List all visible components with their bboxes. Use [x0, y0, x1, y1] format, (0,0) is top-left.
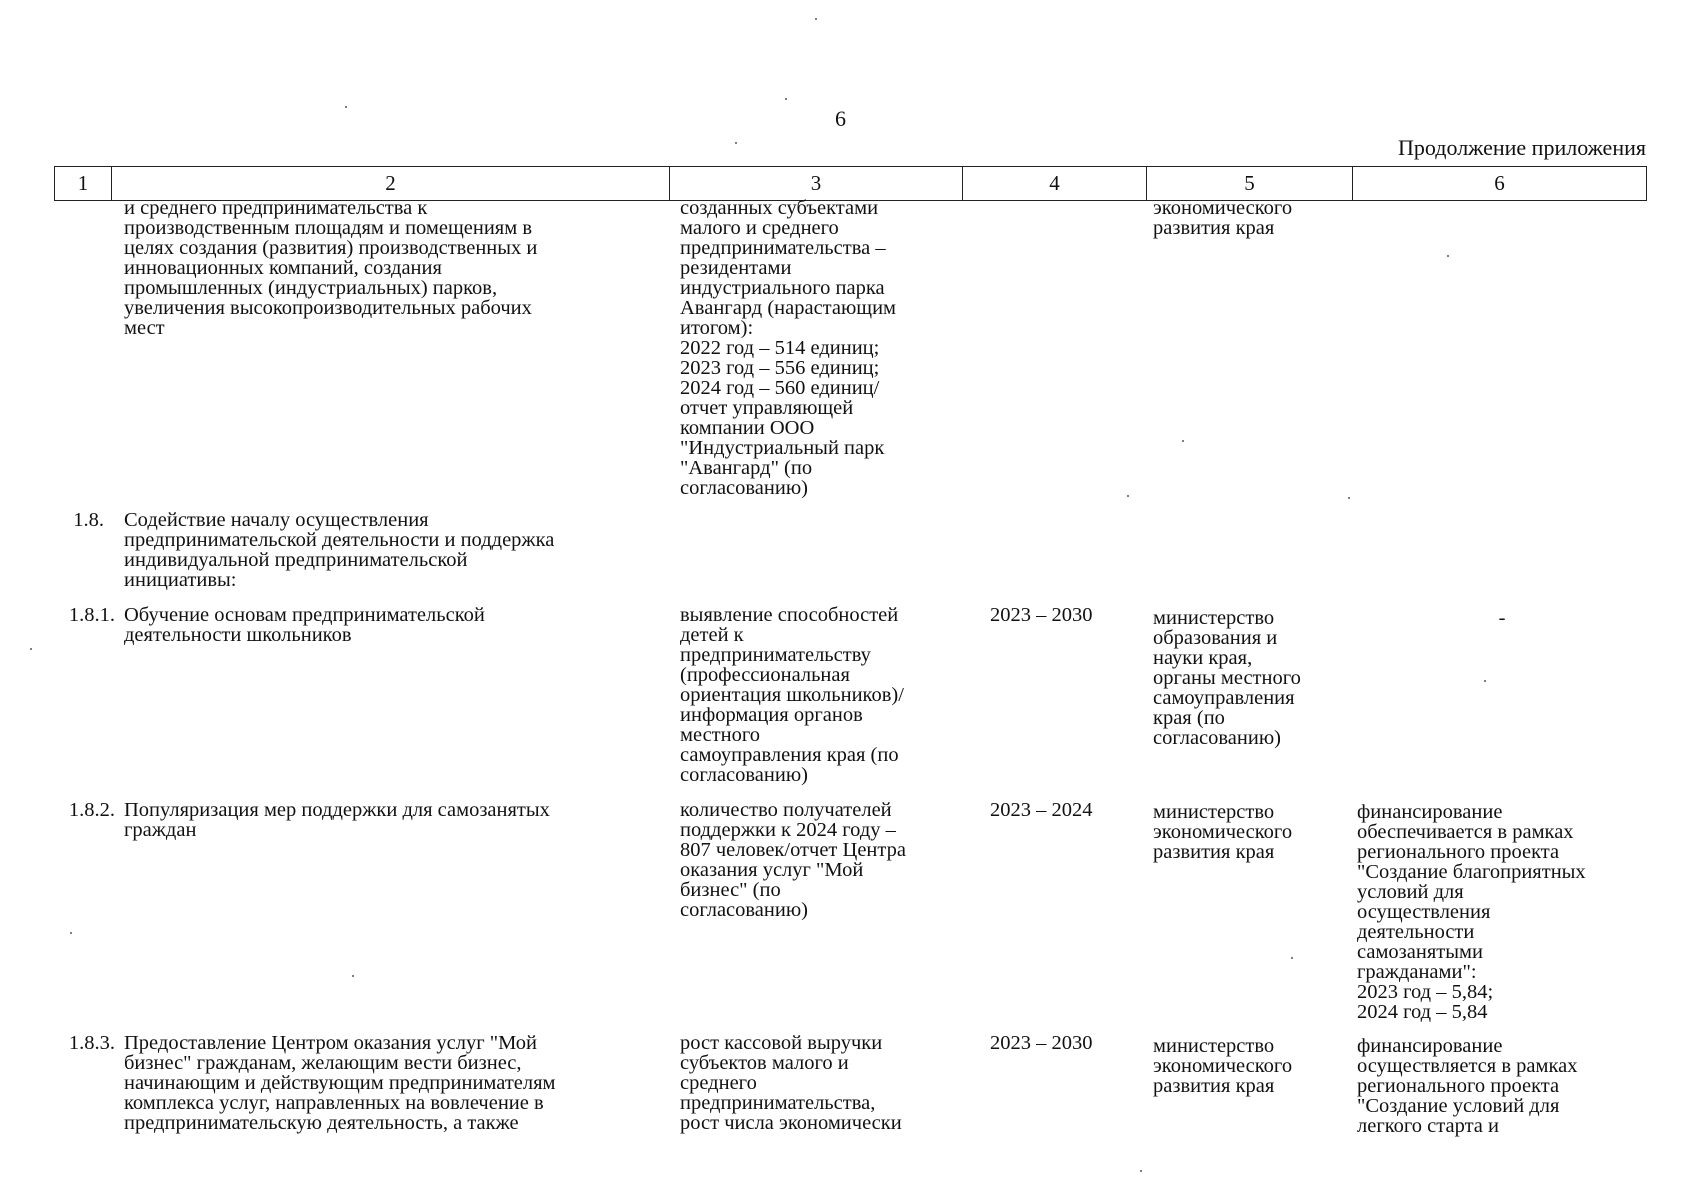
header-col-4: 4 [963, 167, 1147, 201]
continuation-label: Продолжение приложения [1398, 135, 1646, 160]
scan-speck [1484, 680, 1486, 682]
scan-speck [70, 932, 72, 934]
row-number: 1.8.3. [68, 1032, 115, 1054]
row-number: 1.8.1. [68, 604, 115, 626]
scan-speck [1182, 440, 1184, 442]
header-col-5: 5 [1147, 167, 1353, 201]
row-result: количество получателей поддержки к 2024 году – 807 человек/отчет Центра оказания услуг "Мой бизнес" (по согласованию) [680, 799, 906, 921]
header-col-1: 1 [55, 167, 112, 201]
row-number: 1.8. [73, 509, 104, 531]
row-result: рост кассовой выручки субъектов малого и среднего предпринимательства, рост числа экономически [680, 1032, 902, 1134]
row-executor: министерство экономического развития края [1153, 801, 1293, 863]
row-period: 2023 – 2030 [990, 1032, 1093, 1054]
row-description: и среднего предпринимательства к производственным площадям и помещениям в целях создания (развития) производственных и инновационных компаний, создания промышленных (индустриальных) парков, увеличения высокопроизводительных рабочих мест [124, 197, 538, 339]
header-col-2: 2 [112, 167, 670, 201]
scan-speck [1127, 495, 1129, 497]
row-financing: финансирование осуществляется в рамках регионального проекта "Создание условий для легкого старта и [1357, 1035, 1578, 1137]
scan-speck [345, 106, 347, 108]
scan-speck [785, 98, 787, 100]
scan-speck [1291, 957, 1293, 959]
scan-speck [735, 142, 737, 144]
row-executor: экономического развития края [1153, 197, 1293, 239]
scan-speck [352, 975, 354, 977]
row-description: Популяризация мер поддержки для самозанятых граждан [124, 799, 550, 841]
row-description: Содействие началу осуществления предпринимательской деятельности и поддержка индивидуальной предпринимательской инициативы: [124, 509, 555, 591]
header-col-6: 6 [1353, 167, 1647, 201]
row-number: 1.8.2. [68, 799, 115, 821]
row-result: выявление способностей детей к предпринимательству (профессиональная ориентация школьников)/ информация органов местного самоуправления края (по согласованию) [680, 604, 904, 786]
row-executor: министерство образования и науки края, органы местного самоуправления края (по согласованию) [1153, 607, 1301, 749]
row-executor: министерство экономического развития края [1153, 1035, 1293, 1097]
scan-speck [1348, 497, 1350, 499]
scan-speck [1447, 255, 1449, 257]
row-description: Предоставление Центром оказания услуг "Мой бизнес" гражданам, желающим вести бизнес, начинающим и действующим предпринимателям комплекса услуг, направленных на вовлечение в предпринимательскую деятельность, а также [124, 1032, 556, 1134]
scan-speck [1140, 1170, 1142, 1172]
header-col-3: 3 [670, 167, 963, 201]
scan-speck [815, 18, 817, 20]
row-period: 2023 – 2030 [990, 604, 1093, 626]
row-financing: финансирование обеспечивается в рамках регионального проекта "Создание благоприятных условий для осуществления деятельности самозанятыми гражданами": 2023 год – 5,84; 2024 год – 5,84 [1357, 801, 1586, 1023]
page-number: 6 [835, 106, 846, 131]
row-description: Обучение основам предпринимательской деятельности школьников [124, 604, 485, 646]
scan-speck [30, 648, 32, 650]
row-period: 2023 – 2024 [990, 799, 1093, 821]
row-financing: - [1498, 607, 1506, 629]
row-result: созданных субъектами малого и среднего предпринимательства – резидентами индустриального парка Авангард (нарастающим итогом): 2022 год – 514 единиц; 2023 год – 556 единиц; 2024 год – 560 единиц/ отчет управляющей компании ООО "Индустриальный парк "Авангард" (по согласованию) [680, 197, 897, 499]
